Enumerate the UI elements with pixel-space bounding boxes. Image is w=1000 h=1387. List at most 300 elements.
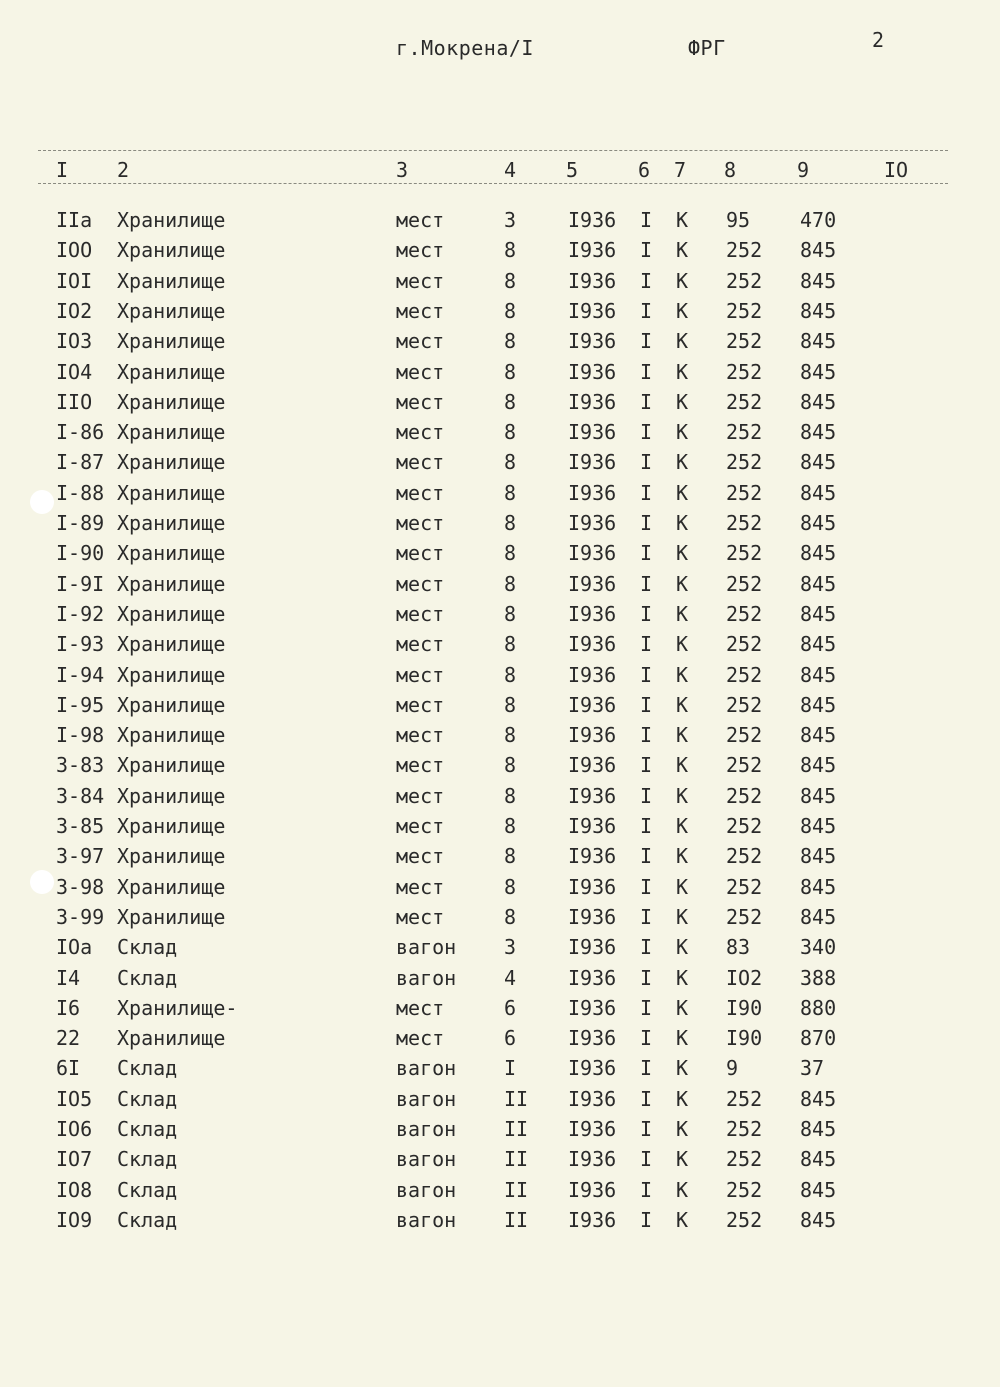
table-cell: К <box>676 571 689 596</box>
table-row <box>0 814 1000 844</box>
table-cell: I936 <box>568 1207 617 1232</box>
table-cell: I936 <box>568 329 617 354</box>
table-cell: 8 <box>504 692 517 717</box>
table-row <box>0 1087 1000 1117</box>
table-cell: мест <box>396 844 445 869</box>
table-cell: II <box>504 1147 529 1172</box>
table-cell: 252 <box>726 874 763 899</box>
table-cell: I <box>640 450 653 475</box>
table-cell: К <box>676 1207 689 1232</box>
table-cell: 3-99 <box>56 904 105 929</box>
table-row <box>0 632 1000 662</box>
table-cell: Хранилище <box>117 541 226 566</box>
table-row <box>0 935 1000 965</box>
table-cell: IO6 <box>56 1117 93 1141</box>
table-cell: вагон <box>396 1056 457 1081</box>
table-cell: К <box>676 874 689 899</box>
table-cell: Хранилище <box>117 904 226 929</box>
table-cell: I936 <box>568 753 617 778</box>
table-cell: I936 <box>568 965 617 990</box>
table-cell: I <box>640 874 653 899</box>
table-cell: 252 <box>726 359 763 384</box>
table-cell: 8 <box>504 571 517 596</box>
column-header: 9 <box>797 158 810 182</box>
table-cell: 252 <box>726 1177 763 1202</box>
table-row <box>0 1178 1000 1208</box>
table-row <box>0 299 1000 329</box>
table-cell: I <box>640 420 653 445</box>
table-cell: мест <box>396 662 445 687</box>
table-row <box>0 602 1000 632</box>
table-cell: Склад <box>117 1086 178 1111</box>
table-cell: К <box>676 965 689 990</box>
table-cell: Хранилище <box>117 753 226 778</box>
country-label: ФРГ <box>688 36 726 60</box>
table-cell: 845 <box>800 662 837 687</box>
table-cell: К <box>676 753 689 778</box>
table-cell: I-86 <box>56 420 105 445</box>
table-cell: 252 <box>726 298 763 323</box>
table-cell: К <box>676 935 689 960</box>
table-cell: Хранилище <box>117 844 226 869</box>
column-header: 2 <box>117 158 130 182</box>
table-cell: I <box>640 965 653 990</box>
table-cell: 845 <box>800 389 837 414</box>
table-cell: I <box>640 995 653 1020</box>
table-cell: 8 <box>504 420 517 445</box>
table-cell: I936 <box>568 904 617 929</box>
table-cell: I90 <box>726 1026 763 1051</box>
table-cell: I <box>640 1207 653 1232</box>
table-cell: I936 <box>568 874 617 899</box>
table-cell: 8 <box>504 723 517 748</box>
table-cell: К <box>676 1026 689 1051</box>
table-cell: К <box>676 1086 689 1111</box>
table-cell: мест <box>396 753 445 778</box>
table-cell: вагон <box>396 1117 457 1141</box>
table-cell: мест <box>396 389 445 414</box>
table-cell: I4 <box>56 965 81 990</box>
table-cell: 252 <box>726 541 763 566</box>
table-cell: I-95 <box>56 692 105 717</box>
table-cell: 845 <box>800 420 837 445</box>
punch-hole <box>30 870 54 894</box>
table-row <box>0 1117 1000 1147</box>
table-row <box>0 844 1000 874</box>
table-cell: 252 <box>726 389 763 414</box>
table-row <box>0 238 1000 268</box>
table-cell: I936 <box>568 1056 617 1081</box>
table-cell: I <box>640 844 653 869</box>
table-cell: I <box>640 662 653 687</box>
table-cell: Склад <box>117 1147 178 1172</box>
table-cell: Хранилище <box>117 723 226 748</box>
table-row <box>0 420 1000 450</box>
table-cell: I <box>640 329 653 354</box>
table-cell: Склад <box>117 935 178 960</box>
table-cell: I936 <box>568 359 617 384</box>
table-cell: К <box>676 814 689 838</box>
table-cell: Хранилище <box>117 783 226 808</box>
table-row <box>0 450 1000 480</box>
column-header: 5 <box>566 158 579 182</box>
table-cell: К <box>676 783 689 808</box>
table-cell: I <box>640 632 653 657</box>
table-cell: I <box>640 571 653 596</box>
table-cell: вагон <box>396 1086 457 1111</box>
table-cell: 252 <box>726 1147 763 1172</box>
table-cell: К <box>676 601 689 626</box>
table-cell: I <box>640 814 653 838</box>
table-cell: мест <box>396 329 445 354</box>
table-cell: Хранилище <box>117 208 226 232</box>
table-cell: Хранилище <box>117 238 226 263</box>
table-cell: Хранилище <box>117 571 226 596</box>
table-cell: 8 <box>504 298 517 323</box>
table-row <box>0 784 1000 814</box>
table-cell: I <box>640 935 653 960</box>
table-cell: 252 <box>726 844 763 869</box>
table-cell: мест <box>396 511 445 535</box>
table-cell: Хранилище <box>117 511 226 535</box>
table-cell: 252 <box>726 1086 763 1111</box>
table-cell: Хранилище <box>117 632 226 657</box>
table-cell: 3-97 <box>56 844 105 869</box>
column-header: 3 <box>396 158 409 182</box>
table-cell: I936 <box>568 935 617 960</box>
table-cell: 870 <box>800 1026 837 1051</box>
table-cell: мест <box>396 298 445 323</box>
table-cell: I936 <box>568 995 617 1020</box>
table-cell: IO5 <box>56 1086 93 1111</box>
table-cell: вагон <box>396 1147 457 1172</box>
table-cell: I936 <box>568 1026 617 1051</box>
table-cell: I-94 <box>56 662 105 687</box>
table-row <box>0 390 1000 420</box>
table-cell: 845 <box>800 268 837 293</box>
table-cell: К <box>676 904 689 929</box>
table-cell: К <box>676 268 689 293</box>
table-cell: мест <box>396 692 445 717</box>
table-cell: 8 <box>504 268 517 293</box>
table-cell: I-87 <box>56 450 105 475</box>
table-cell: мест <box>396 904 445 929</box>
table-cell: мест <box>396 480 445 505</box>
table-cell: Склад <box>117 1056 178 1081</box>
table-cell: 8 <box>504 541 517 566</box>
table-cell: К <box>676 1117 689 1141</box>
table-cell: 83 <box>726 935 751 960</box>
table-cell: К <box>676 238 689 263</box>
table-cell: 252 <box>726 420 763 445</box>
table-cell: Склад <box>117 1177 178 1202</box>
table-rule-bottom <box>38 183 948 184</box>
table-cell: 8 <box>504 632 517 657</box>
table-cell: IO4 <box>56 359 93 384</box>
table-cell: К <box>676 541 689 566</box>
table-cell: 252 <box>726 723 763 748</box>
table-cell: I <box>640 1026 653 1051</box>
table-cell: мест <box>396 450 445 475</box>
table-cell: 9 <box>726 1056 739 1081</box>
table-row <box>0 1056 1000 1086</box>
table-cell: IO8 <box>56 1177 93 1202</box>
table-cell: I936 <box>568 814 617 838</box>
table-cell: 845 <box>800 874 837 899</box>
table-cell: 845 <box>800 783 837 808</box>
table-cell: I <box>640 480 653 505</box>
table-cell: I936 <box>568 632 617 657</box>
table-cell: I <box>640 1086 653 1111</box>
table-cell: 3-98 <box>56 874 105 899</box>
table-cell: вагон <box>396 965 457 990</box>
table-cell: мест <box>396 632 445 657</box>
table-cell: IO3 <box>56 329 93 354</box>
table-cell: I <box>640 601 653 626</box>
table-cell: 252 <box>726 268 763 293</box>
table-cell: IOI <box>56 268 93 293</box>
table-cell: 8 <box>504 904 517 929</box>
table-cell: 845 <box>800 1177 837 1202</box>
table-cell: К <box>676 1177 689 1202</box>
table-cell: К <box>676 298 689 323</box>
table-cell: мест <box>396 420 445 445</box>
table-cell: 8 <box>504 783 517 808</box>
table-cell: I936 <box>568 450 617 475</box>
table-row <box>0 329 1000 359</box>
table-cell: К <box>676 1147 689 1172</box>
table-cell: К <box>676 995 689 1020</box>
document-title: г.Мокрена/I <box>396 36 534 60</box>
table-cell: 845 <box>800 1117 837 1141</box>
table-cell: 6 <box>504 1026 517 1051</box>
table-rule-top <box>38 150 948 151</box>
table-row <box>0 753 1000 783</box>
table-cell: I <box>640 238 653 263</box>
table-cell: I936 <box>568 783 617 808</box>
table-cell: 845 <box>800 571 837 596</box>
table-cell: I936 <box>568 1177 617 1202</box>
table-cell: Хранилище <box>117 692 226 717</box>
table-cell: I936 <box>568 298 617 323</box>
table-cell: I <box>640 1056 653 1081</box>
table-cell: II <box>504 1117 529 1141</box>
table-cell: I-98 <box>56 723 105 748</box>
table-cell: 845 <box>800 298 837 323</box>
table-cell: Хранилище <box>117 268 226 293</box>
table-cell: Хранилище <box>117 450 226 475</box>
table-cell: 8 <box>504 601 517 626</box>
table-cell: I936 <box>568 420 617 445</box>
table-cell: I936 <box>568 662 617 687</box>
table-cell: 252 <box>726 450 763 475</box>
table-cell: 252 <box>726 238 763 263</box>
table-cell: I <box>640 1117 653 1141</box>
table-cell: 845 <box>800 753 837 778</box>
table-cell: I936 <box>568 238 617 263</box>
table-cell: 252 <box>726 601 763 626</box>
table-cell: I936 <box>568 571 617 596</box>
table-cell: I-92 <box>56 601 105 626</box>
table-cell: I-9I <box>56 571 105 596</box>
table-cell: К <box>676 844 689 869</box>
table-cell: мест <box>396 268 445 293</box>
column-header: I <box>56 158 69 182</box>
table-cell: Склад <box>117 1207 178 1232</box>
table-cell: 8 <box>504 511 517 535</box>
table-cell: I936 <box>568 1147 617 1172</box>
table-cell: I936 <box>568 692 617 717</box>
table-row <box>0 360 1000 390</box>
table-cell: 845 <box>800 814 837 838</box>
table-cell: I <box>640 1147 653 1172</box>
table-cell: К <box>676 480 689 505</box>
table-cell: 845 <box>800 329 837 354</box>
table-cell: 3-84 <box>56 783 105 808</box>
table-cell: Хранилище <box>117 874 226 899</box>
table-cell: К <box>676 692 689 717</box>
table-cell: вагон <box>396 1177 457 1202</box>
table-row <box>0 541 1000 571</box>
table-cell: К <box>676 511 689 535</box>
table-cell: 252 <box>726 1207 763 1232</box>
table-row <box>0 875 1000 905</box>
punch-hole <box>30 490 54 514</box>
table-cell: IIa <box>56 208 93 232</box>
table-cell: I936 <box>568 1117 617 1141</box>
column-header: 6 <box>638 158 651 182</box>
table-cell: 3-85 <box>56 814 105 838</box>
table-cell: IO2 <box>726 965 763 990</box>
table-cell: I <box>640 904 653 929</box>
table-cell: 252 <box>726 1117 763 1141</box>
table-cell: I <box>640 783 653 808</box>
table-cell: I <box>640 1177 653 1202</box>
table-cell: 8 <box>504 662 517 687</box>
table-cell: мест <box>396 1026 445 1051</box>
table-cell: 252 <box>726 904 763 929</box>
table-cell: I <box>640 359 653 384</box>
table-cell: I <box>640 541 653 566</box>
table-cell: 845 <box>800 238 837 263</box>
table-cell: 845 <box>800 692 837 717</box>
table-cell: 252 <box>726 753 763 778</box>
table-cell: IIO <box>56 389 93 414</box>
table-cell: I <box>640 208 653 232</box>
table-cell: 37 <box>800 1056 825 1081</box>
table-cell: I6 <box>56 995 81 1020</box>
table-row <box>0 1208 1000 1238</box>
table-cell: 252 <box>726 480 763 505</box>
table-cell: 8 <box>504 480 517 505</box>
table-cell: К <box>676 329 689 354</box>
table-cell: I936 <box>568 723 617 748</box>
table-row <box>0 723 1000 753</box>
table-cell: 8 <box>504 753 517 778</box>
table-row <box>0 966 1000 996</box>
table-cell: мест <box>396 874 445 899</box>
table-cell: 388 <box>800 965 837 990</box>
table-row <box>0 511 1000 541</box>
table-cell: Хранилище <box>117 420 226 445</box>
table-cell: 8 <box>504 389 517 414</box>
table-cell: К <box>676 420 689 445</box>
table-cell: II <box>504 1177 529 1202</box>
table-cell: 845 <box>800 359 837 384</box>
table-cell: IO7 <box>56 1147 93 1172</box>
table-row <box>0 208 1000 238</box>
table-cell: I <box>640 753 653 778</box>
table-cell: I90 <box>726 995 763 1020</box>
table-cell: К <box>676 723 689 748</box>
table-cell: Хранилище <box>117 480 226 505</box>
table-cell: К <box>676 389 689 414</box>
table-row <box>0 996 1000 1026</box>
table-cell: К <box>676 359 689 384</box>
table-cell: Хранилище <box>117 1026 226 1051</box>
table-cell: К <box>676 662 689 687</box>
table-cell: 845 <box>800 601 837 626</box>
column-header: 4 <box>504 158 517 182</box>
table-cell: I936 <box>568 268 617 293</box>
table-cell: мест <box>396 208 445 232</box>
table-cell: 470 <box>800 208 837 232</box>
table-cell: I-93 <box>56 632 105 657</box>
page-number: 2 <box>872 28 885 52</box>
table-cell: IOa <box>56 935 93 960</box>
table-cell: I936 <box>568 480 617 505</box>
table-cell: мест <box>396 723 445 748</box>
table-cell: Хранилище <box>117 814 226 838</box>
table-cell: Хранилище <box>117 662 226 687</box>
table-cell: 880 <box>800 995 837 1020</box>
table-cell: I <box>640 511 653 535</box>
table-cell: 8 <box>504 874 517 899</box>
table-cell: IO9 <box>56 1207 93 1232</box>
table-cell: Хранилище <box>117 601 226 626</box>
table-cell: IO2 <box>56 298 93 323</box>
table-cell: IOO <box>56 238 93 263</box>
table-cell: 252 <box>726 511 763 535</box>
table-cell: I936 <box>568 601 617 626</box>
table-cell: мест <box>396 783 445 808</box>
table-cell: 845 <box>800 1207 837 1232</box>
table-cell: 22 <box>56 1026 81 1051</box>
table-row <box>0 693 1000 723</box>
table-cell: 252 <box>726 814 763 838</box>
table-cell: 6 <box>504 995 517 1020</box>
table-cell: К <box>676 1056 689 1081</box>
table-cell: Хранилище <box>117 329 226 354</box>
table-cell: К <box>676 208 689 232</box>
table-cell: I-88 <box>56 480 105 505</box>
table-cell: I <box>640 389 653 414</box>
table-cell: I <box>640 723 653 748</box>
table-cell: 252 <box>726 632 763 657</box>
table-cell: Склад <box>117 965 178 990</box>
table-cell: 340 <box>800 935 837 960</box>
table-cell: Хранилище <box>117 298 226 323</box>
column-header: 7 <box>674 158 687 182</box>
table-cell: мест <box>396 814 445 838</box>
table-cell: I936 <box>568 389 617 414</box>
table-cell: 3 <box>504 208 517 232</box>
table-cell: 252 <box>726 329 763 354</box>
table-cell: Хранилище <box>117 389 226 414</box>
table-cell: 845 <box>800 1147 837 1172</box>
table-cell: Хранилище <box>117 359 226 384</box>
table-row <box>0 1026 1000 1056</box>
